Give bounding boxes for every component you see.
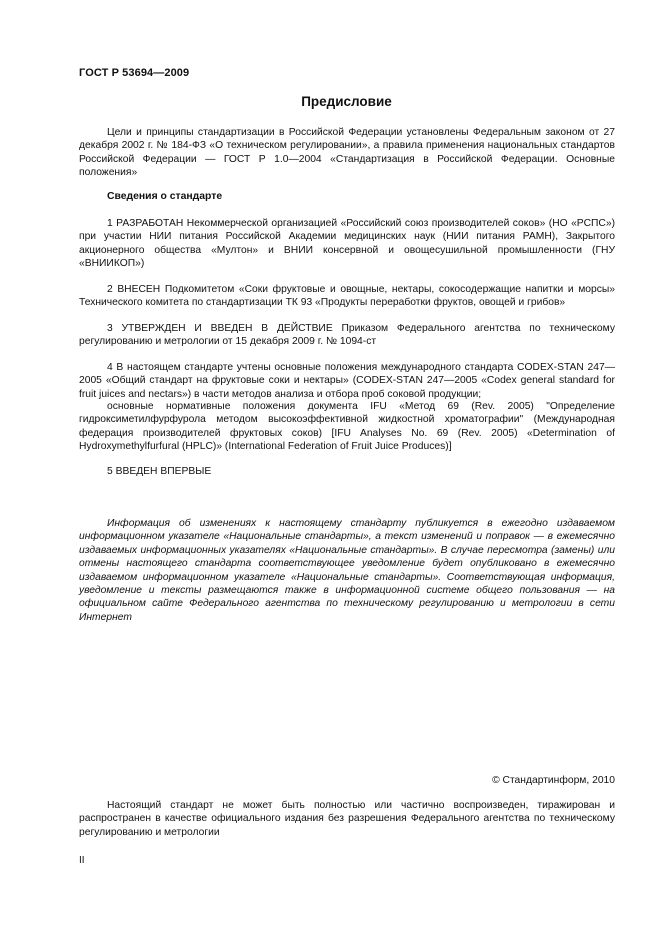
standard-info-item-2: 2 ВНЕСЕН Подкомитетом «Соки фруктовые и овощные, нектары, сокосодержащие напитки и морсы» Технического комитета по стандартизации ТК 93 «Продукты переработки фруктов, овощей и грибов»	[79, 284, 615, 309]
standard-info-heading: Сведения о стандарте	[107, 191, 223, 202]
reproduction-notice: Настоящий стандарт не может быть полностью или частично воспроизведен, тиражирован и распространен в качестве официального издания без разрешения Федерального агентства по техническому регулированию и метрологии	[79, 800, 615, 838]
standard-info-item-3: 3 УТВЕРЖДЕН И ВВЕДЕН В ДЕЙСТВИЕ Приказом Федерального агентства по техническому регулированию и метрологии от 15 декабря 2009 г. № 1094-ст	[79, 323, 615, 348]
standard-id-header: ГОСТ Р 53694—2009	[79, 67, 190, 79]
preface-intro-paragraph: Цели и принципы стандартизации в Российской Федерации установлены Федеральным законом от 27 декабря 2002 г. № 184-ФЗ «О техническом регулировании», а правила применения национальных стандартов Российской Федерации — ГОСТ Р 1.0—2004 «Стандартизация в Российской Федерации. Основные положения»	[79, 127, 615, 179]
copyright-line: © Стандартинформ, 2010	[492, 775, 615, 786]
standard-info-item-1: 1 РАЗРАБОТАН Некоммерческой организацией «Российский союз производителей соков» (НО «РСПС») при участии НИИ питания Российской Академии медицинских наук (НИИ питания РАМН), Закрытого акционерного общества «Мултон» и ВНИИ консервной и овощесушильной промышленности (ГНУ «ВНИИКОП»)	[79, 218, 615, 270]
standard-info-item-4a: 4 В настоящем стандарте учтены основные положения международного стандарта CODEX-STAN 247—2005 «Общий стандарт на фруктовые соки и нектары» (CODEX-STAN 247—2005 «Codex general standard for fruit juices and nectars») в части методов анализа и отбора проб соковой продукции;	[79, 362, 615, 400]
standard-info-item-5: 5 ВВЕДЕН ВПЕРВЫЕ	[107, 466, 212, 477]
preface-title: Предисловие	[301, 94, 392, 109]
standard-info-item-4b: основные нормативные положения документа IFU «Метод 69 (Rev. 2005) "Определение гидроксиметилфурфурола методом высокоэффективной жидкостной хроматографии" (Международная федерация производителей фруктовых соков) [IFU Analyses No. 69 (Rev. 2005) «Determination of Hydroxymethylfurfural (HPLC)» (International Federation of Fruit Juice Produces)]	[79, 401, 615, 453]
page-number: II	[79, 855, 85, 866]
amendments-notice: Информация об изменениях к настоящему стандарту публикуется в ежегодно издаваемом информационном указателе «Национальные стандарты», а текст изменений и поправок — в ежемесячно издаваемых информационных указателях «Национальные стандарты». В случае пересмотра (замены) или отмены настоящего стандарта соответствующее уведомление будет опубликовано в ежемесячно издаваемом информационном указателе «Национальные стандарты». Соответствующая информация, уведомление и тексты размещаются также в информационной системе общего пользования — на официальном сайте Федерального агентства по техническому регулированию и метрологии в сети Интернет	[79, 518, 615, 623]
